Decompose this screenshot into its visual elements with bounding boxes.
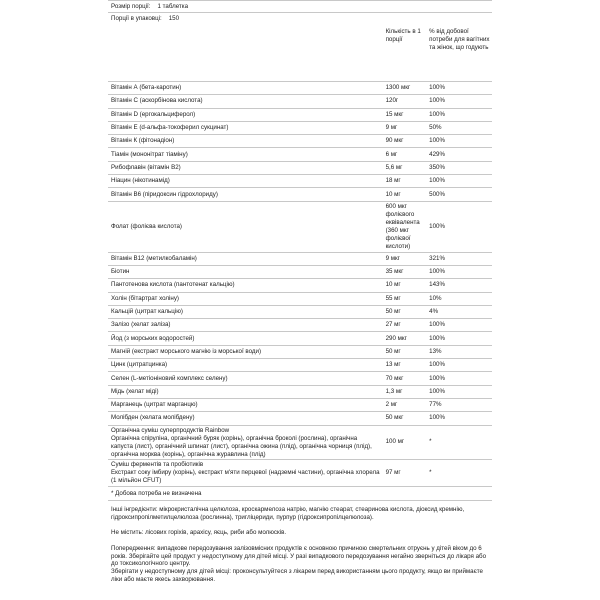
table-row xyxy=(108,412,492,425)
nutrient-daily-value: 100% xyxy=(426,175,492,188)
amount-column-header: Кількість в 1 порції xyxy=(383,24,427,82)
blend-description: Органічна спіруліна, органічний буряк (корінь), органічна броколі (рослина), органічна капуста (лист), органічний шпинат (лист), органічна ожина (плід), органічна чорниця (плід), органічна морква (корінь), органічна журавлина (плід) xyxy=(111,434,372,458)
nutrient-amount: 50 мг xyxy=(383,305,427,318)
allergen-free-text: Не містить: лісових горіхів, арахісу, яєць, риби або молюсків. xyxy=(111,528,287,536)
blend-daily-value: * xyxy=(426,459,492,487)
other-ingredients-text: Інші інгредієнти: мікрокристалічна целюлоза, кроскармелоза натрію, магнію стеарат, стеаринова кислота, діоксид кремнію, гідроксипропілметилцелюлоза (рослинна), тригліцериди, пурпур (гідроксипропілцелюлоза). xyxy=(111,505,465,521)
nutrient-name: Залізо (хелат заліза) xyxy=(108,319,383,332)
nutrient-amount: 70 мкг xyxy=(383,372,427,385)
table-row xyxy=(108,385,492,398)
blend-row xyxy=(108,459,492,487)
nutrient-amount: 2 мг xyxy=(383,398,427,411)
nutrient-name: Тіамін (мононітрат тіаміну) xyxy=(108,148,383,161)
nutrient-daily-value: 100% xyxy=(426,332,492,345)
table-row xyxy=(108,95,492,108)
table-row xyxy=(108,292,492,305)
table-row xyxy=(108,135,492,148)
nutrient-name: Селен (L-метіоніновий комплекс селену) xyxy=(108,372,383,385)
table-row xyxy=(108,319,492,332)
blend-description: Екстракт соку імбиру (корінь), екстракт м'яти перцевої (надземні частини), органічна хлорела (1 мільйон CFUT) xyxy=(111,469,380,485)
table-row xyxy=(108,372,492,385)
nutrient-name: Вітамін В6 (піридоксин гідрохлориду) xyxy=(108,188,383,201)
table-row xyxy=(108,121,492,134)
serving-size-row xyxy=(108,1,492,12)
blend-row xyxy=(108,425,492,459)
blend-cell xyxy=(108,425,383,459)
nutrient-daily-value: 50% xyxy=(426,121,492,134)
nutrient-daily-value: 4% xyxy=(426,305,492,318)
nutrient-amount: 9 мкг xyxy=(383,252,427,265)
nutrient-daily-value: 100% xyxy=(426,95,492,108)
blend-amount: 97 мг xyxy=(383,459,427,487)
blend-daily-value: * xyxy=(426,425,492,459)
nutrient-name: Холін (бітартрат холіну) xyxy=(108,292,383,305)
nutrient-amount: 27 мг xyxy=(383,319,427,332)
nutrient-name: Фолат (фолієва кислота) xyxy=(108,201,383,252)
nutrient-amount: 18 мг xyxy=(383,175,427,188)
table-row xyxy=(108,161,492,174)
warning-text: Попередження: випадкове передозування залізовмісних продуктів є основною причиною смертельних отруєнь у дітей віком до 6 років. Зберігайте цей продукт у недоступному для дітей місці. У разі випадкового передозування негайно зверніться до лікаря або до токсикологічного центру. xyxy=(111,544,487,568)
nutrient-amount: 1300 мкг xyxy=(383,82,427,95)
table-row xyxy=(108,82,492,95)
nutrient-amount: 9 мг xyxy=(383,121,427,134)
nutrient-name: Ніацин (нікотинамід) xyxy=(108,175,383,188)
nutrient-name: Пантотенова кислота (пантотенат кальцію) xyxy=(108,279,383,292)
nutrient-daily-value: 429% xyxy=(426,148,492,161)
nutrient-amount: 10 мг xyxy=(383,188,427,201)
nutrient-column-header xyxy=(108,24,383,82)
nutrient-name: Рибофлавін (вітамін В2) xyxy=(108,161,383,174)
blend-cell xyxy=(108,459,383,487)
blend-title: Органічна суміш суперпродуктів Rainbow xyxy=(111,427,230,435)
storage-text: Зберігати у недоступному для дітей місці: проконсультуйтеся з лікарем перед використанням цього продукту, якщо ви приймаєте ліки або маєте якесь захворювання. xyxy=(111,568,483,584)
nutrient-daily-value: 13% xyxy=(426,345,492,358)
nutrient-daily-value: 100% xyxy=(426,201,492,252)
table-row xyxy=(108,398,492,411)
notes-section xyxy=(108,506,492,585)
nutrient-daily-value: 500% xyxy=(426,188,492,201)
table-row xyxy=(108,188,492,201)
table-row xyxy=(108,148,492,161)
servings-per-container-row xyxy=(108,13,492,24)
nutrient-name: Вітамін К (фітонадіон) xyxy=(108,135,383,148)
nutrient-name: Вітамін С (аскорбінова кислота) xyxy=(108,95,383,108)
nutrient-daily-value: 100% xyxy=(426,412,492,425)
nutrient-amount: 50 мкг xyxy=(383,412,427,425)
nutrient-amount: 13 мг xyxy=(383,359,427,372)
table-row xyxy=(108,345,492,358)
table-header-row xyxy=(108,24,492,82)
table-row xyxy=(108,359,492,372)
nutrient-daily-value: 100% xyxy=(426,372,492,385)
nutrient-table xyxy=(108,24,492,487)
table-row xyxy=(108,252,492,265)
nutrient-daily-value: 100% xyxy=(426,319,492,332)
nutrient-name: Мідь (хелат міді) xyxy=(108,385,383,398)
servings-value: 150 xyxy=(168,14,180,22)
supplement-facts-sheet xyxy=(108,0,492,584)
table-row xyxy=(108,332,492,345)
nutrient-name: Вітамін Е (d-альфа-токоферил сукцинат) xyxy=(108,121,383,134)
nutrient-daily-value: 350% xyxy=(426,161,492,174)
table-row xyxy=(108,279,492,292)
nutrient-amount: 90 мкг xyxy=(383,135,427,148)
footnote: * Добова потреба не визначена xyxy=(111,489,202,497)
nutrient-name: Вітамін D (ергокальциферол) xyxy=(108,108,383,121)
nutrient-name: Кальцій (цитрат кальцію) xyxy=(108,305,383,318)
nutrient-name: Вітамін А (бета-каротин) xyxy=(108,82,383,95)
nutrient-daily-value: 100% xyxy=(426,265,492,278)
nutrient-amount: 120г xyxy=(383,95,427,108)
nutrient-amount: 600 мкг фолієвого еквівалента (360 мкг фолієвої кислоти) xyxy=(383,201,427,252)
serving-size-label: Розмір порції: xyxy=(111,2,151,10)
nutrient-name: Магній (екстракт морського магнію із морської води) xyxy=(108,345,383,358)
nutrient-amount: 55 мг xyxy=(383,292,427,305)
blend-amount: 100 мг xyxy=(383,425,427,459)
nutrient-daily-value: 100% xyxy=(426,385,492,398)
nutrient-daily-value: 100% xyxy=(426,135,492,148)
nutrient-name: Цинк (цитратцинка) xyxy=(108,359,383,372)
table-row xyxy=(108,305,492,318)
nutrient-amount: 15 мкг xyxy=(383,108,427,121)
nutrient-amount: 35 мкг xyxy=(383,265,427,278)
nutrient-daily-value: 100% xyxy=(426,108,492,121)
serving-size-value: 1 таблетка xyxy=(157,2,189,10)
table-row xyxy=(108,108,492,121)
table-row xyxy=(108,265,492,278)
nutrient-name: Марганець (цитрат марганцю) xyxy=(108,398,383,411)
nutrient-name: Вітамін В12 (метилкобаламін) xyxy=(108,252,383,265)
daily-value-column-header: % від добової потреби для вагітних та жінок, що годують xyxy=(426,24,492,82)
nutrient-amount: 5,6 мг xyxy=(383,161,427,174)
servings-label: Порції в упаковці: xyxy=(111,14,162,22)
nutrient-daily-value: 77% xyxy=(426,398,492,411)
table-row xyxy=(108,175,492,188)
nutrient-amount: 10 мг xyxy=(383,279,427,292)
divider xyxy=(108,500,492,501)
nutrient-daily-value: 321% xyxy=(426,252,492,265)
nutrient-name: Йод (з морських водоростей) xyxy=(108,332,383,345)
nutrient-daily-value: 143% xyxy=(426,279,492,292)
nutrient-name: Біотин xyxy=(108,265,383,278)
blend-title: Суміш ферментів та пробіотиків xyxy=(111,461,204,469)
nutrient-amount: 290 мкг xyxy=(383,332,427,345)
nutrient-daily-value: 10% xyxy=(426,292,492,305)
nutrient-amount: 6 мг xyxy=(383,148,427,161)
nutrient-amount: 50 мг xyxy=(383,345,427,358)
nutrient-name: Молібден (хелата молібдену) xyxy=(108,412,383,425)
table-row xyxy=(108,201,492,252)
nutrient-amount: 1,3 мг xyxy=(383,385,427,398)
nutrient-daily-value: 100% xyxy=(426,82,492,95)
nutrient-daily-value: 100% xyxy=(426,359,492,372)
